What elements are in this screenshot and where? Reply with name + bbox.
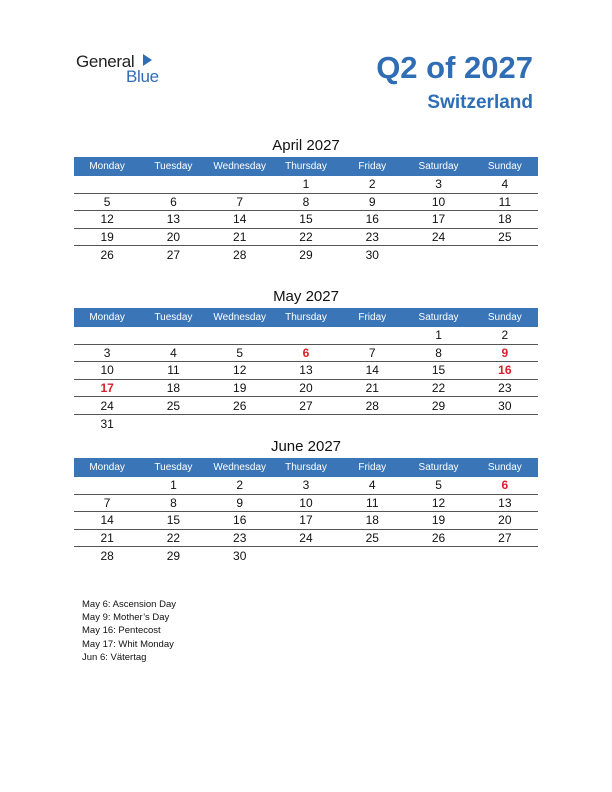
day-cell: 20 [498, 513, 512, 528]
holiday-day-cell: 6 [501, 478, 509, 493]
day-cell: 29 [299, 248, 313, 263]
holiday-note: Jun 6: Vätertag [82, 651, 147, 663]
week-row [74, 547, 538, 565]
week-row [74, 211, 538, 229]
week-row [74, 362, 538, 380]
day-cell: 22 [299, 230, 313, 245]
day-cell: 23 [233, 531, 247, 546]
day-cell: 12 [431, 495, 446, 510]
day-cell: 16 [233, 513, 247, 528]
day-cell: 3 [302, 478, 310, 493]
day-cell: 14 [365, 363, 379, 378]
holiday-note: May 6: Ascension Day [82, 599, 176, 610]
day-cell: 16 [365, 212, 379, 227]
day-cell: 27 [299, 398, 313, 413]
weekday-label: Wednesday [213, 161, 267, 172]
day-cell: 11 [498, 194, 512, 209]
weekday-label: Sunday [487, 161, 522, 172]
weekday-label: Friday [358, 462, 387, 473]
week-row [74, 397, 538, 415]
week-row [74, 229, 538, 247]
holiday-note: May 17: Whit Monday [82, 638, 174, 650]
weekday-label: Saturday [418, 312, 459, 323]
weekday-label: Wednesday [213, 312, 267, 323]
week-row [74, 380, 538, 398]
month-title: May 2027 [273, 288, 339, 305]
holiday-notes [82, 598, 176, 664]
day-cell: 5 [236, 345, 244, 360]
day-cell: 21 [100, 531, 114, 546]
day-cell: 10 [299, 495, 313, 510]
day-cell: 8 [435, 345, 442, 360]
weekday-label: Monday [89, 312, 125, 323]
day-cell: 26 [100, 248, 114, 263]
month-title: June 2027 [270, 438, 342, 455]
weekday-label: Tuesday [154, 312, 193, 323]
page-title: Q2 of 2027 [376, 50, 533, 85]
week-row [74, 477, 538, 495]
day-cell: 27 [498, 531, 512, 546]
day-cell: 30 [233, 549, 247, 564]
weekday-label: Tuesday [154, 462, 193, 473]
day-cell: 18 [166, 381, 181, 396]
day-cell: 7 [103, 495, 111, 510]
day-cell: 3 [103, 345, 111, 360]
week-row [74, 530, 538, 548]
day-cell: 28 [233, 248, 247, 263]
day-cell: 4 [170, 345, 177, 360]
day-cell: 19 [431, 513, 446, 528]
day-cell: 10 [100, 363, 114, 378]
day-cell: 25 [166, 398, 181, 413]
brand-logo [76, 52, 186, 92]
day-cell: 15 [299, 212, 313, 227]
holiday-day-cell: 9 [501, 345, 509, 360]
day-cell: 13 [299, 363, 313, 378]
day-cell: 1 [435, 328, 442, 343]
day-cell: 29 [166, 549, 181, 564]
day-cell: 6 [170, 194, 177, 209]
day-cell: 24 [299, 531, 313, 546]
day-cell: 2 [236, 478, 244, 493]
weekday-header-row [74, 458, 538, 477]
day-cell: 19 [100, 230, 114, 245]
day-cell: 30 [365, 248, 379, 263]
month-calendar [74, 436, 538, 565]
day-cell: 4 [368, 478, 376, 493]
day-cell: 26 [431, 531, 446, 546]
weekday-label: Thursday [285, 462, 327, 473]
day-cell: 27 [166, 248, 181, 263]
week-row [74, 495, 538, 513]
day-cell: 17 [431, 212, 446, 227]
day-cell: 7 [368, 345, 376, 360]
day-cell: 26 [233, 398, 247, 413]
weekday-label: Wednesday [213, 462, 267, 473]
day-cell: 7 [236, 194, 244, 209]
weekday-header-row [74, 157, 538, 176]
day-cell: 11 [366, 495, 379, 510]
day-cell: 30 [498, 398, 512, 413]
country-subtitle: Switzerland [427, 92, 533, 113]
day-cell: 9 [368, 194, 376, 209]
day-cell: 25 [365, 531, 379, 546]
day-cell: 24 [100, 398, 114, 413]
weekday-label: Friday [358, 161, 387, 172]
day-cell: 22 [166, 531, 181, 546]
day-cell: 21 [365, 381, 379, 396]
weekday-label: Saturday [418, 462, 459, 473]
holiday-note: May 16: Pentecost [82, 625, 161, 637]
day-cell: 23 [365, 230, 379, 245]
day-cell: 17 [299, 513, 313, 528]
weekday-label: Thursday [285, 161, 327, 172]
logo-blue-text: Blue [126, 67, 159, 86]
day-cell: 15 [431, 363, 446, 378]
day-cell: 15 [166, 513, 181, 528]
week-row [74, 246, 538, 264]
week-row [74, 194, 538, 212]
weekday-label: Thursday [285, 312, 327, 323]
week-row [74, 512, 538, 530]
day-cell: 18 [365, 513, 379, 528]
month-calendar [74, 286, 538, 433]
weekday-label: Saturday [418, 161, 459, 172]
weekday-label: Sunday [487, 312, 522, 323]
day-cell: 9 [236, 495, 244, 510]
week-row [74, 327, 538, 345]
month-calendar [74, 135, 538, 264]
holiday-day-cell: 16 [498, 363, 512, 378]
holiday-day-cell: 6 [302, 345, 310, 360]
day-cell: 1 [170, 478, 177, 493]
day-cell: 3 [435, 177, 442, 192]
weekday-label: Monday [89, 462, 125, 473]
day-cell: 5 [435, 478, 442, 493]
day-cell: 29 [431, 398, 446, 413]
day-cell: 20 [299, 381, 313, 396]
week-row [74, 176, 538, 194]
day-cell: 12 [100, 212, 114, 227]
day-cell: 5 [103, 194, 111, 209]
day-cell: 2 [501, 328, 509, 343]
day-cell: 18 [498, 212, 512, 227]
day-cell: 11 [167, 363, 180, 378]
day-cell: 31 [100, 416, 114, 431]
day-cell: 20 [166, 230, 181, 245]
day-cell: 1 [302, 177, 310, 192]
logo-general-text: General [76, 52, 135, 71]
day-cell: 8 [170, 495, 177, 510]
day-cell: 25 [498, 230, 512, 245]
day-cell: 28 [100, 549, 114, 564]
day-cell: 8 [302, 194, 310, 209]
day-cell: 12 [233, 363, 247, 378]
weekday-label: Monday [89, 161, 125, 172]
day-cell: 4 [501, 177, 509, 192]
day-cell: 28 [365, 398, 379, 413]
holiday-note: May 9: Mother’s Day [82, 612, 170, 624]
day-cell: 19 [233, 381, 247, 396]
day-cell: 22 [431, 381, 446, 396]
day-cell: 24 [431, 230, 446, 245]
holiday-day-cell: 17 [100, 381, 114, 396]
logo-flag-icon [143, 54, 152, 66]
weekday-label: Friday [358, 312, 387, 323]
day-cell: 10 [431, 194, 446, 209]
weekday-label: Tuesday [154, 161, 193, 172]
weekday-header-row [74, 308, 538, 327]
day-cell: 13 [498, 495, 512, 510]
weekday-label: Sunday [487, 462, 522, 473]
month-title: April 2027 [272, 137, 340, 154]
week-row [74, 415, 538, 433]
day-cell: 21 [233, 230, 247, 245]
day-cell: 2 [368, 177, 376, 192]
day-cell: 14 [100, 513, 114, 528]
day-cell: 14 [233, 212, 247, 227]
day-cell: 23 [498, 381, 512, 396]
week-row [74, 345, 538, 363]
day-cell: 13 [166, 212, 181, 227]
